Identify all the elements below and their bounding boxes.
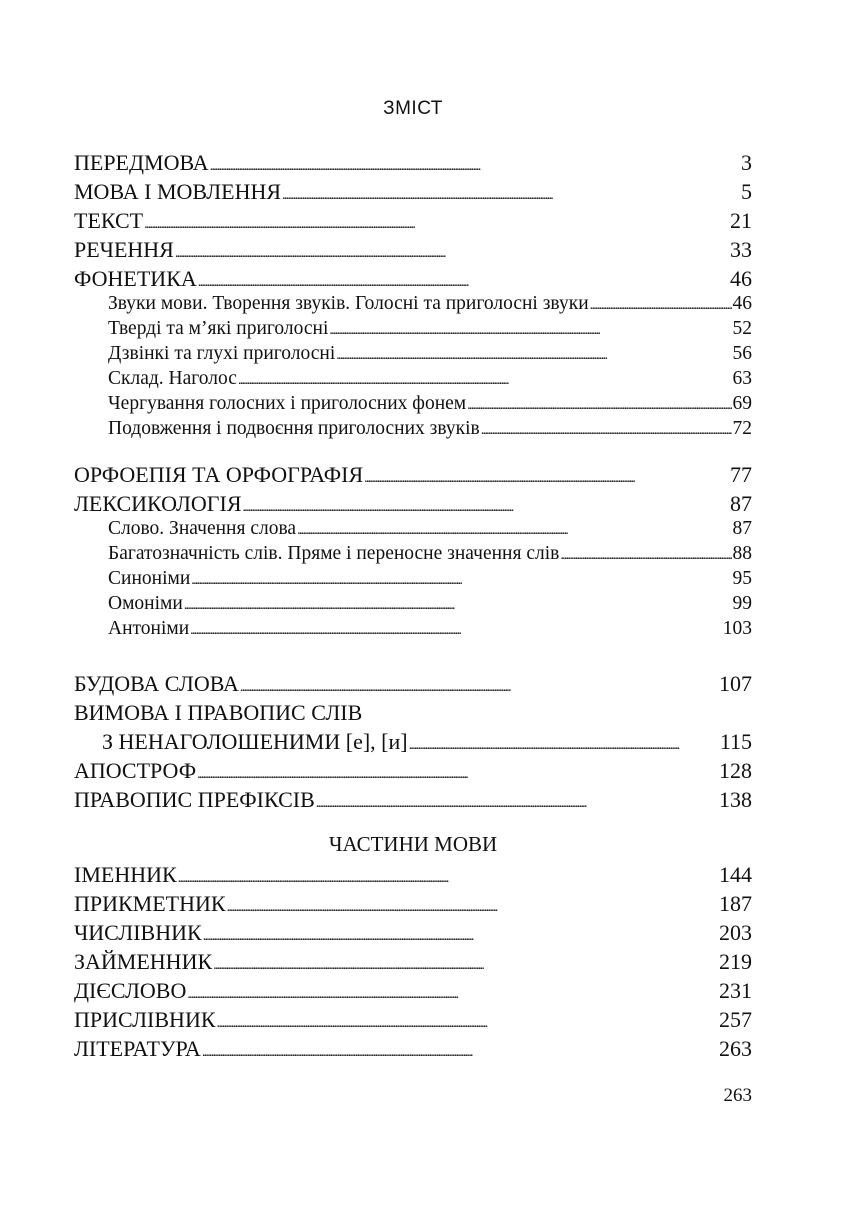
toc-entry: ЧИСЛІВНИК . . . 203 xyxy=(74,920,752,948)
toc-entry: ПРИКМЕТНИК . . . 187 xyxy=(74,891,752,919)
toc-subentry: Синоніми . . . 95 xyxy=(108,568,752,593)
toc-entry: ІМЕННИК . . . 144 xyxy=(74,862,752,890)
toc-entry-multiline-second: З НЕНАГОЛОШЕНИМИ [е], [и] . . . 115 xyxy=(102,729,752,757)
toc-entry: БУДОВА СЛОВА . . . 107 xyxy=(74,671,752,699)
toc-subentry: Тверді та м’які приголосні . . . 52 xyxy=(108,318,752,343)
toc-subentry: Звуки мови. Творення звуків. Голосні та приголосні звуки . . . 46 xyxy=(108,293,752,318)
toc-subentry: Багатозначність слів. Пряме і переносне значення слів . . . 88 xyxy=(108,543,752,568)
toc-entry: ТЕКСТ . . . 21 xyxy=(74,208,752,236)
toc-title: ЗМІСТ xyxy=(383,98,443,119)
toc-subentry: Антоніми . . . 103 xyxy=(108,618,752,643)
toc-entry: ПРАВОПИС ПРЕФІКСІВ . . . 138 xyxy=(74,787,752,815)
toc-subentry: Слово. Значення слова . . . 87 xyxy=(108,518,752,543)
toc-entry: ЗАЙМЕННИК . . . 219 xyxy=(74,949,752,977)
toc-entry: МОВА І МОВЛЕННЯ . . . 5 xyxy=(74,179,752,207)
toc-entry: ЛЕКСИКОЛОГІЯ . . . 87 xyxy=(74,491,752,519)
toc-entry: ЛІТЕРАТУРА . . . 263 xyxy=(74,1036,752,1064)
toc-entry: РЕЧЕННЯ . . . 33 xyxy=(74,237,752,265)
toc-entry-multiline-first: ВИМОВА І ПРАВОПИС СЛІВ xyxy=(74,700,363,725)
toc-entry: ПЕРЕДМОВА . . . 3 xyxy=(74,150,752,178)
toc-subentry: Чергування голосних і приголосних фонем . . . 69 xyxy=(108,393,752,418)
toc-subentry: Омоніми . . . 99 xyxy=(108,593,752,618)
toc-entry: ПРИСЛІВНИК . . . 257 xyxy=(74,1007,752,1035)
toc-page xyxy=(74,0,752,1230)
toc-entry: ДІЄСЛОВО . . . 231 xyxy=(74,978,752,1006)
toc-entry: ФОНЕТИКА . . . 46 xyxy=(74,266,752,294)
toc-subentry: Подовження і подвоєння приголосних звуків . . . 72 xyxy=(108,418,752,443)
toc-entry: АПОСТРОФ . . . 128 xyxy=(74,758,752,786)
toc-subentry: Дзвінкі та глухі приголосні . . . 56 xyxy=(108,343,752,368)
section-heading: ЧАСТИНИ МОВИ xyxy=(328,832,498,856)
toc-subentry: Склад. Наголос . . . 63 xyxy=(108,368,752,393)
page-number: 263 xyxy=(723,1085,752,1106)
toc-entry: ОРФОЕПІЯ ТА ОРФОГРАФІЯ . . . 77 xyxy=(74,462,752,490)
